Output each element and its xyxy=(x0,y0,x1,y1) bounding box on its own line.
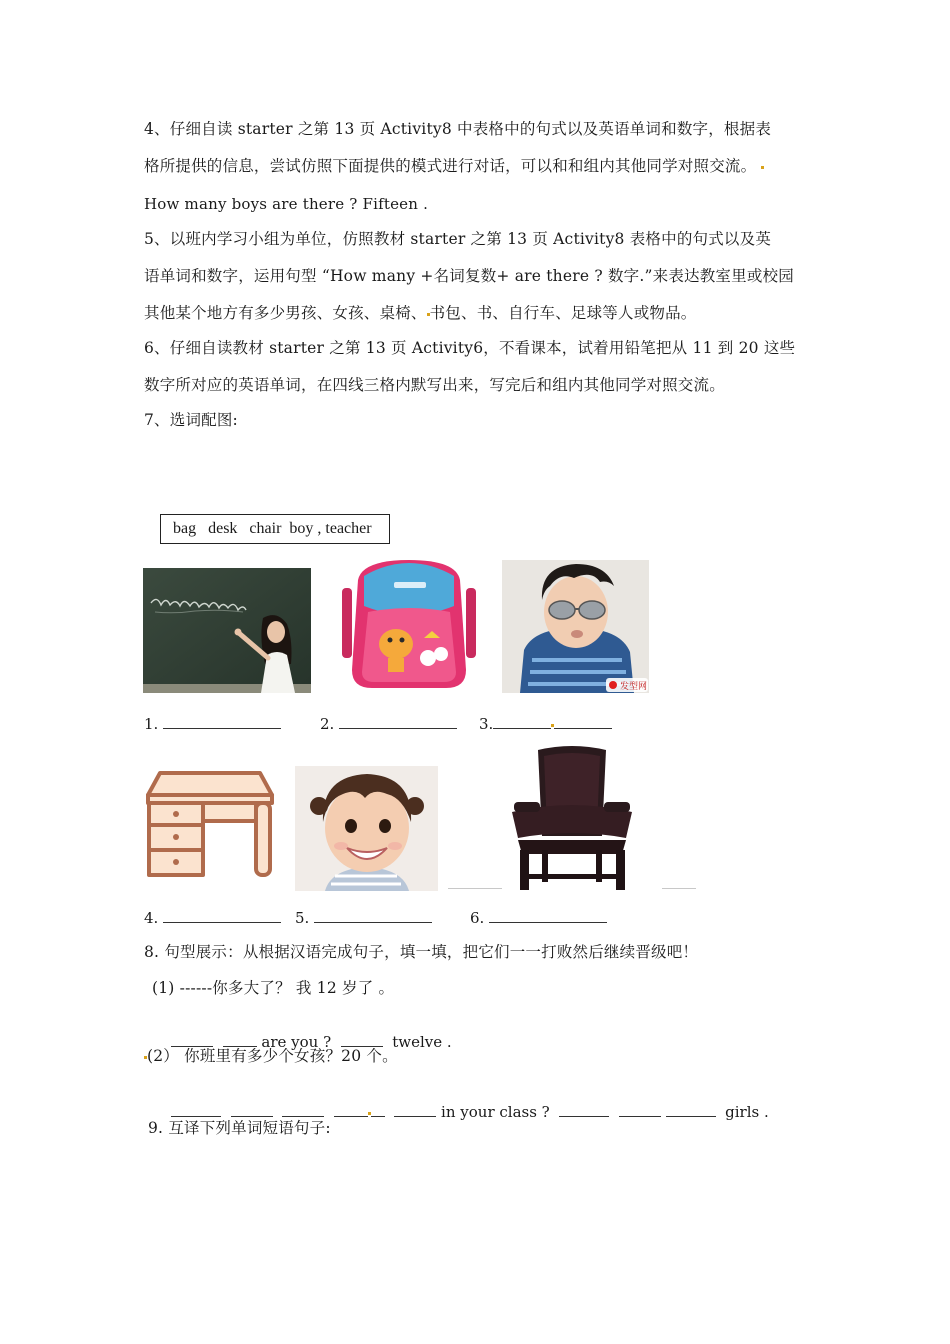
q9-title: 9. 互译下列单词短语句子: xyxy=(148,1119,331,1137)
q6-line-1: 6、仔细自读教材 starter 之第 13 页 Activity6，不看课本，试着用铅笔把从 11 到 20 这些 xyxy=(144,339,796,357)
q8-sentence-2-prompt xyxy=(144,1046,398,1066)
answer-label-1: 1. xyxy=(144,715,159,733)
teacher-picture xyxy=(143,568,311,693)
q8-title: 8. 句型展示：从根据汉语完成句子，填一填，把它们一一打败然后继续晋级吧！ xyxy=(144,943,699,961)
answer-label-3: 3. xyxy=(479,715,494,733)
boy-picture xyxy=(502,560,649,693)
answer-line-3[interactable] xyxy=(479,714,612,733)
answer-line-2[interactable] xyxy=(320,714,457,733)
q4-example: How many boys are there ? Fifteen . xyxy=(144,195,429,213)
q4-line-1: 4、仔细自读 starter 之第 13 页 Activity8 中表格中的句式以及英语单词和数字，根据表 xyxy=(144,120,772,138)
backpack-picture xyxy=(338,558,480,692)
answer-line-6[interactable] xyxy=(470,908,607,927)
watermark-text: 发型网 xyxy=(620,682,648,692)
q5-line-1: 5、以班内学习小组为单位，仿照教材 starter 之第 13 页 Activity8 表格中的句式以及英 xyxy=(144,230,772,248)
q8-s1-mid: are you ? xyxy=(261,1033,332,1051)
answer-label-6: 6. xyxy=(470,909,485,927)
word-bank-box: bag desk chair boy , teacher xyxy=(160,514,390,544)
q8-s2-mid: in your class ? xyxy=(441,1103,550,1121)
q8-s2-end: girls . xyxy=(725,1103,769,1121)
q8-s2-num: (2） xyxy=(147,1047,180,1065)
girl-picture xyxy=(295,766,438,891)
q8-sentence-1-prompt: (1) ------你多大了？ 我 12 岁了 。 xyxy=(152,979,395,997)
answer-line-4[interactable] xyxy=(144,908,281,927)
answer-label-5: 5. xyxy=(295,909,310,927)
divider xyxy=(448,888,502,889)
q5-line-3a: 其他某个地方有多少男孩、女孩、桌椅、 xyxy=(144,304,427,322)
answer-label-4: 4. xyxy=(144,909,159,927)
q8-s2-prompt: 你班里有多少个女孩？20 个。 xyxy=(184,1047,398,1065)
q6-line-2: 数字所对应的英语单词，在四线三格内默写出来，写完后和组内其他同学对照交流。 xyxy=(144,376,725,394)
marker-dot xyxy=(761,166,764,169)
answer-line-5[interactable] xyxy=(295,908,432,927)
q5-line-2: 语单词和数字，运用句型 “How many +名词复数+ are there ? 数字.”来表达教室里或校园 xyxy=(144,267,794,285)
q5-line-3 xyxy=(144,303,697,323)
q7-title: 7、选词配图: xyxy=(144,411,238,429)
divider xyxy=(662,888,696,889)
q5-line-3b: 书包、书、自行车、足球等人或物品。 xyxy=(429,304,697,322)
q4-line-2-text: 格所提供的信息，尝试仿照下面提供的模式进行对话，可以和和组内其他同学对照交流。 xyxy=(144,157,757,175)
chair-picture xyxy=(498,744,646,892)
q8-s1-end: twelve . xyxy=(392,1033,452,1051)
q4-line-2 xyxy=(144,156,764,176)
desk-picture xyxy=(144,770,276,880)
answer-label-2: 2. xyxy=(320,715,335,733)
answer-line-1[interactable] xyxy=(144,714,281,733)
